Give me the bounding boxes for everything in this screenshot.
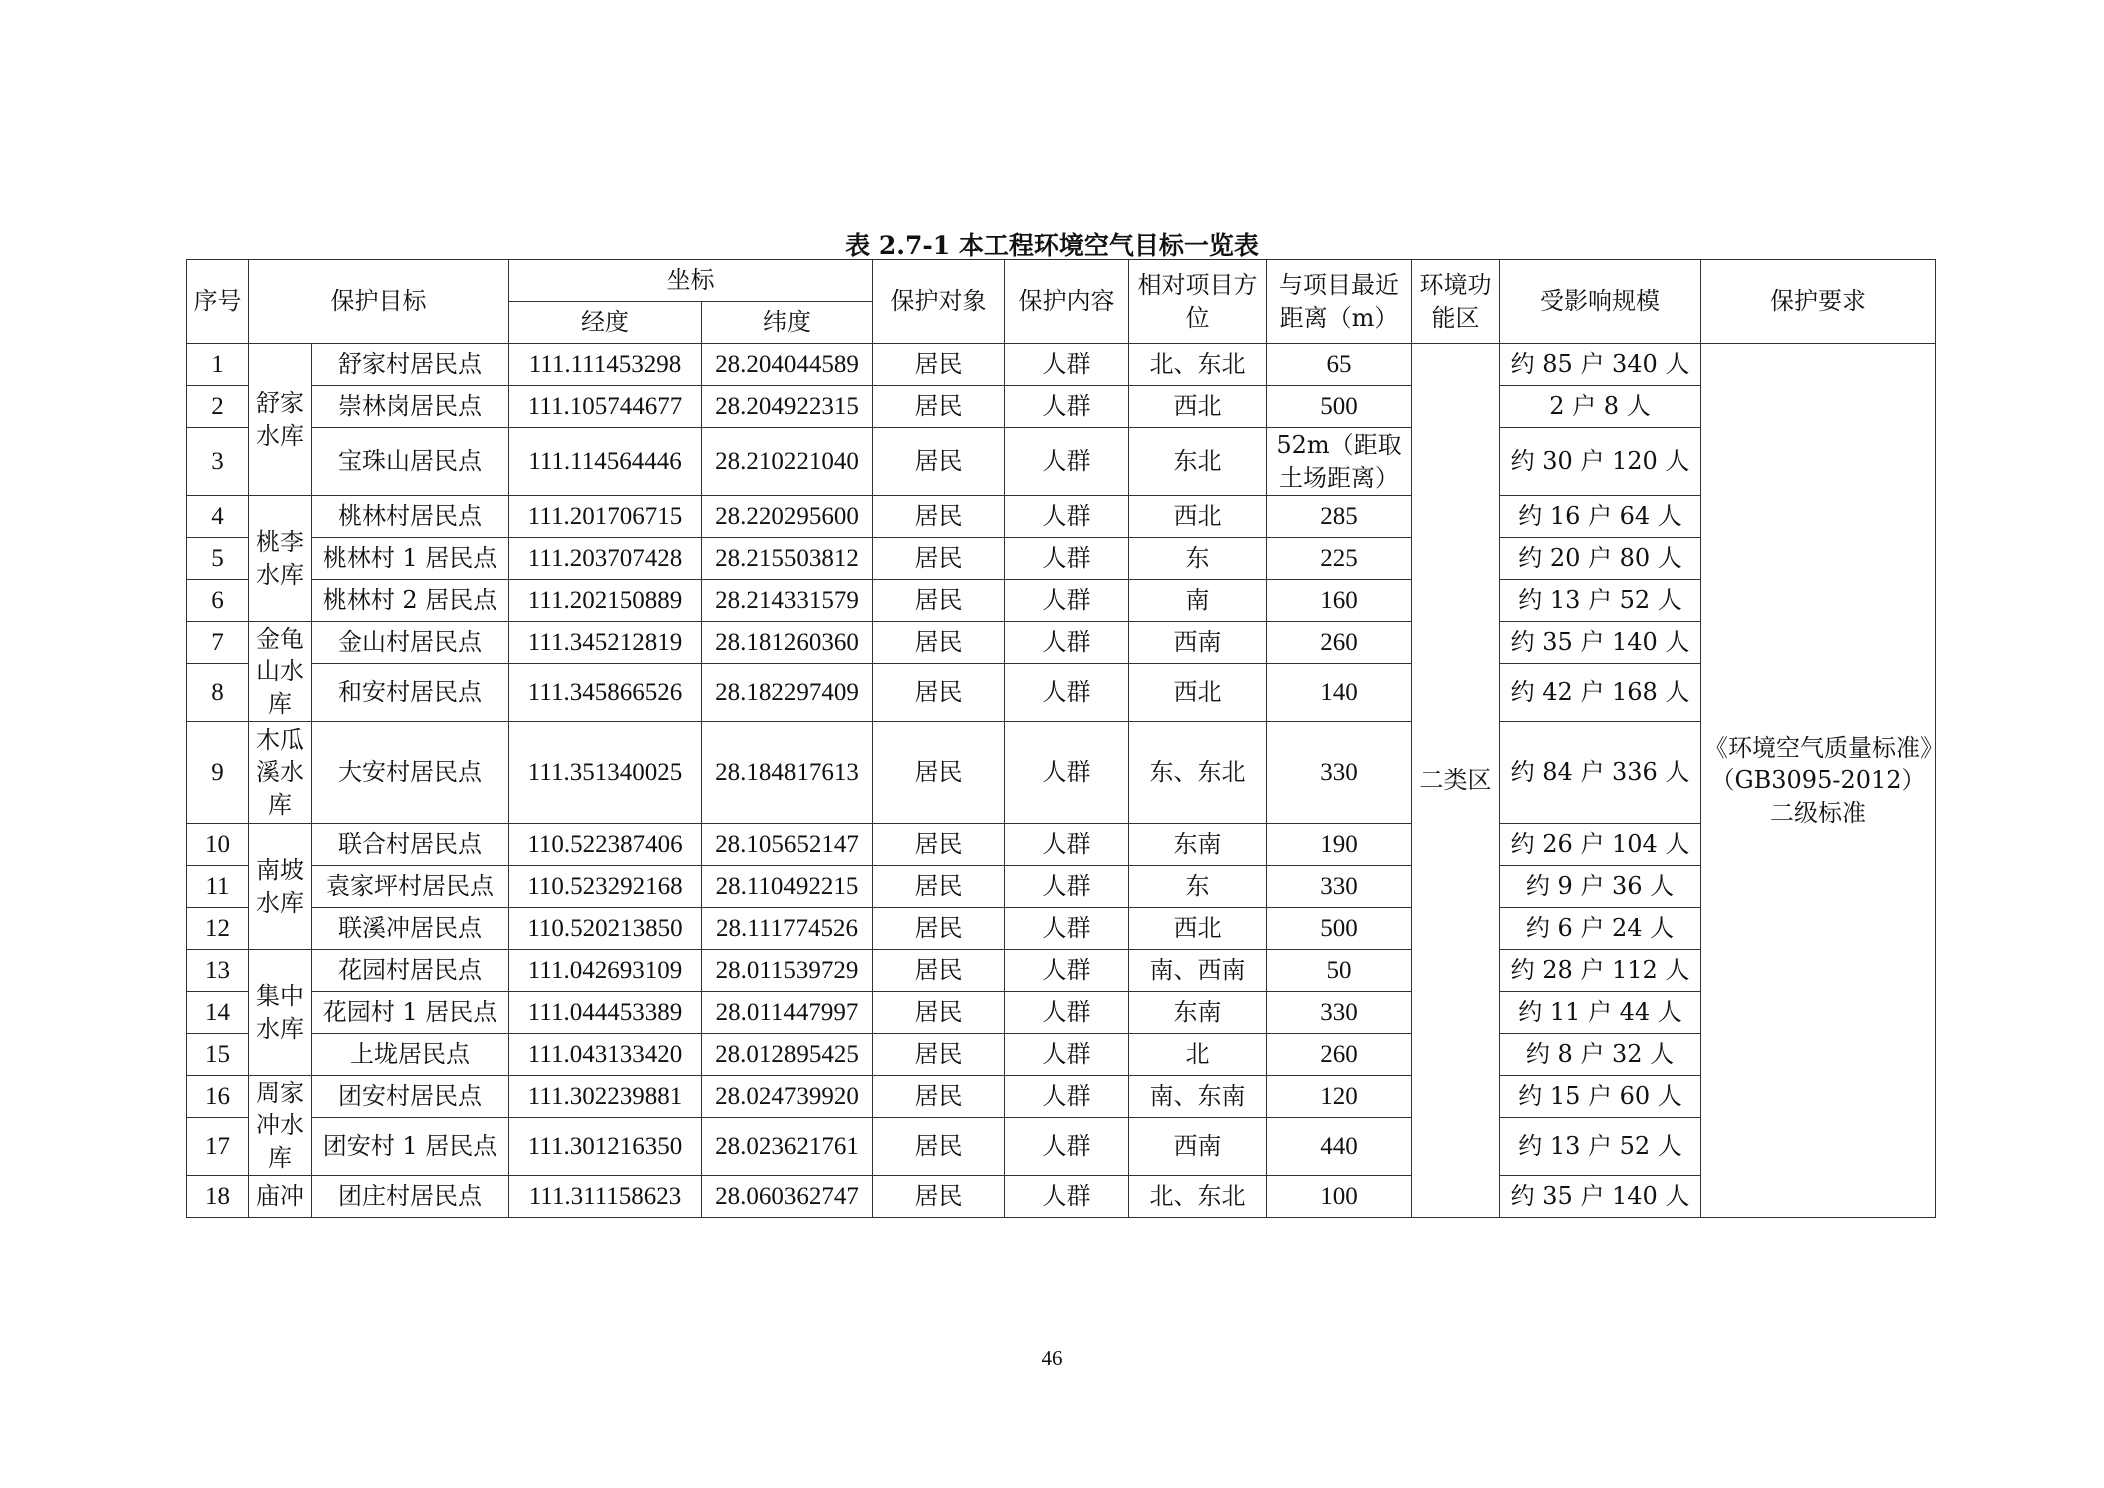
content-cell: 人群 xyxy=(1005,664,1129,722)
header-seq: 序号 xyxy=(187,260,249,344)
lat-cell: 28.110492215 xyxy=(702,866,873,908)
seq-cell: 2 xyxy=(187,386,249,428)
content-cell: 人群 xyxy=(1005,824,1129,866)
content-cell: 人群 xyxy=(1005,386,1129,428)
name-cell: 和安村居民点 xyxy=(312,664,509,722)
distance-cell: 190 xyxy=(1267,824,1412,866)
content-cell: 人群 xyxy=(1005,1118,1129,1176)
scale-cell: 约 8 户 32 人 xyxy=(1500,1034,1701,1076)
content-cell: 人群 xyxy=(1005,344,1129,386)
table-caption: 表 2.7-1 本工程环境空气目标一览表 xyxy=(845,231,1259,260)
direction-cell: 西南 xyxy=(1129,622,1267,664)
object-cell: 居民 xyxy=(873,580,1005,622)
distance-cell: 500 xyxy=(1267,908,1412,950)
table-row xyxy=(187,1176,1936,1218)
content-cell: 人群 xyxy=(1005,722,1129,824)
name-cell: 舒家村居民点 xyxy=(312,344,509,386)
name-cell: 团安村居民点 xyxy=(312,1076,509,1118)
lon-cell: 111.345866526 xyxy=(509,664,702,722)
seq-cell: 4 xyxy=(187,496,249,538)
object-cell: 居民 xyxy=(873,496,1005,538)
group-cell: 集中水库 xyxy=(249,950,312,1076)
lon-cell: 111.114564446 xyxy=(509,428,702,496)
header-direction: 相对项目方位 xyxy=(1129,260,1267,344)
lon-cell: 111.351340025 xyxy=(509,722,702,824)
table-row xyxy=(187,950,1936,992)
distance-cell: 120 xyxy=(1267,1076,1412,1118)
direction-cell: 西北 xyxy=(1129,664,1267,722)
table-row xyxy=(187,496,1936,538)
header-lon: 经度 xyxy=(509,302,702,344)
distance-cell: 65 xyxy=(1267,344,1412,386)
name-cell: 上垅居民点 xyxy=(312,1034,509,1076)
object-cell: 居民 xyxy=(873,950,1005,992)
name-cell: 联合村居民点 xyxy=(312,824,509,866)
lat-cell: 28.111774526 xyxy=(702,908,873,950)
distance-cell: 260 xyxy=(1267,622,1412,664)
object-cell: 居民 xyxy=(873,1034,1005,1076)
seq-cell: 8 xyxy=(187,664,249,722)
scale-cell: 约 35 户 140 人 xyxy=(1500,622,1701,664)
content-cell: 人群 xyxy=(1005,1076,1129,1118)
table-row xyxy=(187,992,1936,1034)
direction-cell: 西南 xyxy=(1129,1118,1267,1176)
table-row xyxy=(187,866,1936,908)
scale-cell: 约 16 户 64 人 xyxy=(1500,496,1701,538)
scale-cell: 约 42 户 168 人 xyxy=(1500,664,1701,722)
name-cell: 大安村居民点 xyxy=(312,722,509,824)
name-cell: 桃林村 2 居民点 xyxy=(312,580,509,622)
name-cell: 联溪冲居民点 xyxy=(312,908,509,950)
table-row xyxy=(187,1034,1936,1076)
table-row xyxy=(187,1118,1936,1176)
direction-cell: 东 xyxy=(1129,538,1267,580)
scale-cell: 约 13 户 52 人 xyxy=(1500,1118,1701,1176)
scale-cell: 2 户 8 人 xyxy=(1500,386,1701,428)
object-cell: 居民 xyxy=(873,428,1005,496)
lat-cell: 28.181260360 xyxy=(702,622,873,664)
lat-cell: 28.105652147 xyxy=(702,824,873,866)
seq-cell: 10 xyxy=(187,824,249,866)
header-coord: 坐标 xyxy=(509,260,873,302)
group-cell: 舒家水库 xyxy=(249,344,312,496)
lon-cell: 111.203707428 xyxy=(509,538,702,580)
scale-cell: 约 85 户 340 人 xyxy=(1500,344,1701,386)
lon-cell: 111.105744677 xyxy=(509,386,702,428)
lat-cell: 28.024739920 xyxy=(702,1076,873,1118)
page-number: 46 xyxy=(1041,1346,1063,1370)
header-requirement: 保护要求 xyxy=(1701,260,1936,344)
name-cell: 金山村居民点 xyxy=(312,622,509,664)
content-cell: 人群 xyxy=(1005,496,1129,538)
content-cell: 人群 xyxy=(1005,992,1129,1034)
name-cell: 崇林岗居民点 xyxy=(312,386,509,428)
table-row xyxy=(187,386,1936,428)
name-cell: 花园村 1 居民点 xyxy=(312,992,509,1034)
content-cell: 人群 xyxy=(1005,538,1129,580)
content-cell: 人群 xyxy=(1005,908,1129,950)
scale-cell: 约 20 户 80 人 xyxy=(1500,538,1701,580)
content-cell: 人群 xyxy=(1005,622,1129,664)
group-cell: 南坡水库 xyxy=(249,824,312,950)
table-row xyxy=(187,1076,1936,1118)
content-cell: 人群 xyxy=(1005,580,1129,622)
lat-cell: 28.012895425 xyxy=(702,1034,873,1076)
header-zone: 环境功能区 xyxy=(1412,260,1500,344)
table-row xyxy=(187,664,1936,722)
content-cell: 人群 xyxy=(1005,950,1129,992)
scale-cell: 约 13 户 52 人 xyxy=(1500,580,1701,622)
table-row xyxy=(187,344,1936,386)
distance-cell: 260 xyxy=(1267,1034,1412,1076)
direction-cell: 西北 xyxy=(1129,496,1267,538)
table-row xyxy=(187,538,1936,580)
direction-cell: 北、东北 xyxy=(1129,1176,1267,1218)
name-cell: 宝珠山居民点 xyxy=(312,428,509,496)
scale-cell: 约 28 户 112 人 xyxy=(1500,950,1701,992)
distance-cell: 330 xyxy=(1267,992,1412,1034)
seq-cell: 3 xyxy=(187,428,249,496)
seq-cell: 14 xyxy=(187,992,249,1034)
object-cell: 居民 xyxy=(873,538,1005,580)
lat-cell: 28.215503812 xyxy=(702,538,873,580)
table-row xyxy=(187,428,1936,496)
seq-cell: 1 xyxy=(187,344,249,386)
scale-cell: 约 11 户 44 人 xyxy=(1500,992,1701,1034)
scale-cell: 约 84 户 336 人 xyxy=(1500,722,1701,824)
lon-cell: 111.111453298 xyxy=(509,344,702,386)
scale-cell: 约 15 户 60 人 xyxy=(1500,1076,1701,1118)
table-row xyxy=(187,722,1936,824)
lon-cell: 110.523292168 xyxy=(509,866,702,908)
zone-cell: 二类区 xyxy=(1412,344,1500,1218)
distance-cell: 285 xyxy=(1267,496,1412,538)
lat-cell: 28.011447997 xyxy=(702,992,873,1034)
direction-cell: 南 xyxy=(1129,580,1267,622)
table-row xyxy=(187,580,1936,622)
lon-cell: 111.201706715 xyxy=(509,496,702,538)
table-row xyxy=(187,824,1936,866)
direction-cell: 北、东北 xyxy=(1129,344,1267,386)
lat-cell: 28.204044589 xyxy=(702,344,873,386)
content-cell: 人群 xyxy=(1005,866,1129,908)
lon-cell: 111.042693109 xyxy=(509,950,702,992)
header-object: 保护对象 xyxy=(873,260,1005,344)
name-cell: 团庄村居民点 xyxy=(312,1176,509,1218)
direction-cell: 南、西南 xyxy=(1129,950,1267,992)
object-cell: 居民 xyxy=(873,386,1005,428)
distance-cell: 140 xyxy=(1267,664,1412,722)
object-cell: 居民 xyxy=(873,824,1005,866)
seq-cell: 11 xyxy=(187,866,249,908)
scale-cell: 约 35 户 140 人 xyxy=(1500,1176,1701,1218)
name-cell: 花园村居民点 xyxy=(312,950,509,992)
seq-cell: 16 xyxy=(187,1076,249,1118)
group-cell: 桃李水库 xyxy=(249,496,312,622)
direction-cell: 东南 xyxy=(1129,992,1267,1034)
header-content: 保护内容 xyxy=(1005,260,1129,344)
name-cell: 袁家坪村居民点 xyxy=(312,866,509,908)
object-cell: 居民 xyxy=(873,622,1005,664)
object-cell: 居民 xyxy=(873,908,1005,950)
seq-cell: 18 xyxy=(187,1176,249,1218)
direction-cell: 东南 xyxy=(1129,824,1267,866)
name-cell: 团安村 1 居民点 xyxy=(312,1118,509,1176)
lat-cell: 28.204922315 xyxy=(702,386,873,428)
lon-cell: 111.044453389 xyxy=(509,992,702,1034)
table-row xyxy=(187,908,1936,950)
group-cell: 周家冲水库 xyxy=(249,1076,312,1176)
lat-cell: 28.220295600 xyxy=(702,496,873,538)
lon-cell: 111.301216350 xyxy=(509,1118,702,1176)
lon-cell: 111.302239881 xyxy=(509,1076,702,1118)
content-cell: 人群 xyxy=(1005,1176,1129,1218)
header-scale: 受影响规模 xyxy=(1500,260,1701,344)
distance-cell: 160 xyxy=(1267,580,1412,622)
distance-cell: 100 xyxy=(1267,1176,1412,1218)
lat-cell: 28.060362747 xyxy=(702,1176,873,1218)
seq-cell: 17 xyxy=(187,1118,249,1176)
header-lat: 纬度 xyxy=(702,302,873,344)
object-cell: 居民 xyxy=(873,344,1005,386)
distance-cell: 52m（距取土场距离） xyxy=(1267,428,1412,496)
object-cell: 居民 xyxy=(873,664,1005,722)
object-cell: 居民 xyxy=(873,722,1005,824)
header-target: 保护目标 xyxy=(249,260,509,344)
lon-cell: 111.043133420 xyxy=(509,1034,702,1076)
seq-cell: 12 xyxy=(187,908,249,950)
lon-cell: 111.311158623 xyxy=(509,1176,702,1218)
object-cell: 居民 xyxy=(873,1076,1005,1118)
direction-cell: 东、东北 xyxy=(1129,722,1267,824)
lat-cell: 28.182297409 xyxy=(702,664,873,722)
group-cell: 庙冲 xyxy=(249,1176,312,1218)
lat-cell: 28.184817613 xyxy=(702,722,873,824)
lat-cell: 28.210221040 xyxy=(702,428,873,496)
content-cell: 人群 xyxy=(1005,428,1129,496)
group-cell: 木瓜溪水库 xyxy=(249,722,312,824)
seq-cell: 15 xyxy=(187,1034,249,1076)
seq-cell: 6 xyxy=(187,580,249,622)
distance-cell: 50 xyxy=(1267,950,1412,992)
direction-cell: 南、东南 xyxy=(1129,1076,1267,1118)
direction-cell: 西北 xyxy=(1129,386,1267,428)
lon-cell: 110.520213850 xyxy=(509,908,702,950)
lon-cell: 111.202150889 xyxy=(509,580,702,622)
scale-cell: 约 9 户 36 人 xyxy=(1500,866,1701,908)
direction-cell: 东 xyxy=(1129,866,1267,908)
header-distance: 与项目最近距离（m） xyxy=(1267,260,1412,344)
object-cell: 居民 xyxy=(873,866,1005,908)
table-row xyxy=(187,622,1936,664)
lat-cell: 28.214331579 xyxy=(702,580,873,622)
lat-cell: 28.023621761 xyxy=(702,1118,873,1176)
scale-cell: 约 26 户 104 人 xyxy=(1500,824,1701,866)
group-cell: 金龟山水库 xyxy=(249,622,312,722)
distance-cell: 330 xyxy=(1267,866,1412,908)
direction-cell: 北 xyxy=(1129,1034,1267,1076)
object-cell: 居民 xyxy=(873,1176,1005,1218)
requirement-cell: 《环境空气质量标准》（GB3095-2012）二级标准 xyxy=(1701,344,1936,1218)
distance-cell: 440 xyxy=(1267,1118,1412,1176)
protection-target-table xyxy=(186,259,1936,1218)
direction-cell: 东北 xyxy=(1129,428,1267,496)
object-cell: 居民 xyxy=(873,1118,1005,1176)
direction-cell: 西北 xyxy=(1129,908,1267,950)
seq-cell: 7 xyxy=(187,622,249,664)
seq-cell: 5 xyxy=(187,538,249,580)
lat-cell: 28.011539729 xyxy=(702,950,873,992)
lon-cell: 111.345212819 xyxy=(509,622,702,664)
distance-cell: 225 xyxy=(1267,538,1412,580)
scale-cell: 约 6 户 24 人 xyxy=(1500,908,1701,950)
name-cell: 桃林村 1 居民点 xyxy=(312,538,509,580)
content-cell: 人群 xyxy=(1005,1034,1129,1076)
distance-cell: 500 xyxy=(1267,386,1412,428)
object-cell: 居民 xyxy=(873,992,1005,1034)
name-cell: 桃林村居民点 xyxy=(312,496,509,538)
scale-cell: 约 30 户 120 人 xyxy=(1500,428,1701,496)
lon-cell: 110.522387406 xyxy=(509,824,702,866)
seq-cell: 13 xyxy=(187,950,249,992)
distance-cell: 330 xyxy=(1267,722,1412,824)
seq-cell: 9 xyxy=(187,722,249,824)
